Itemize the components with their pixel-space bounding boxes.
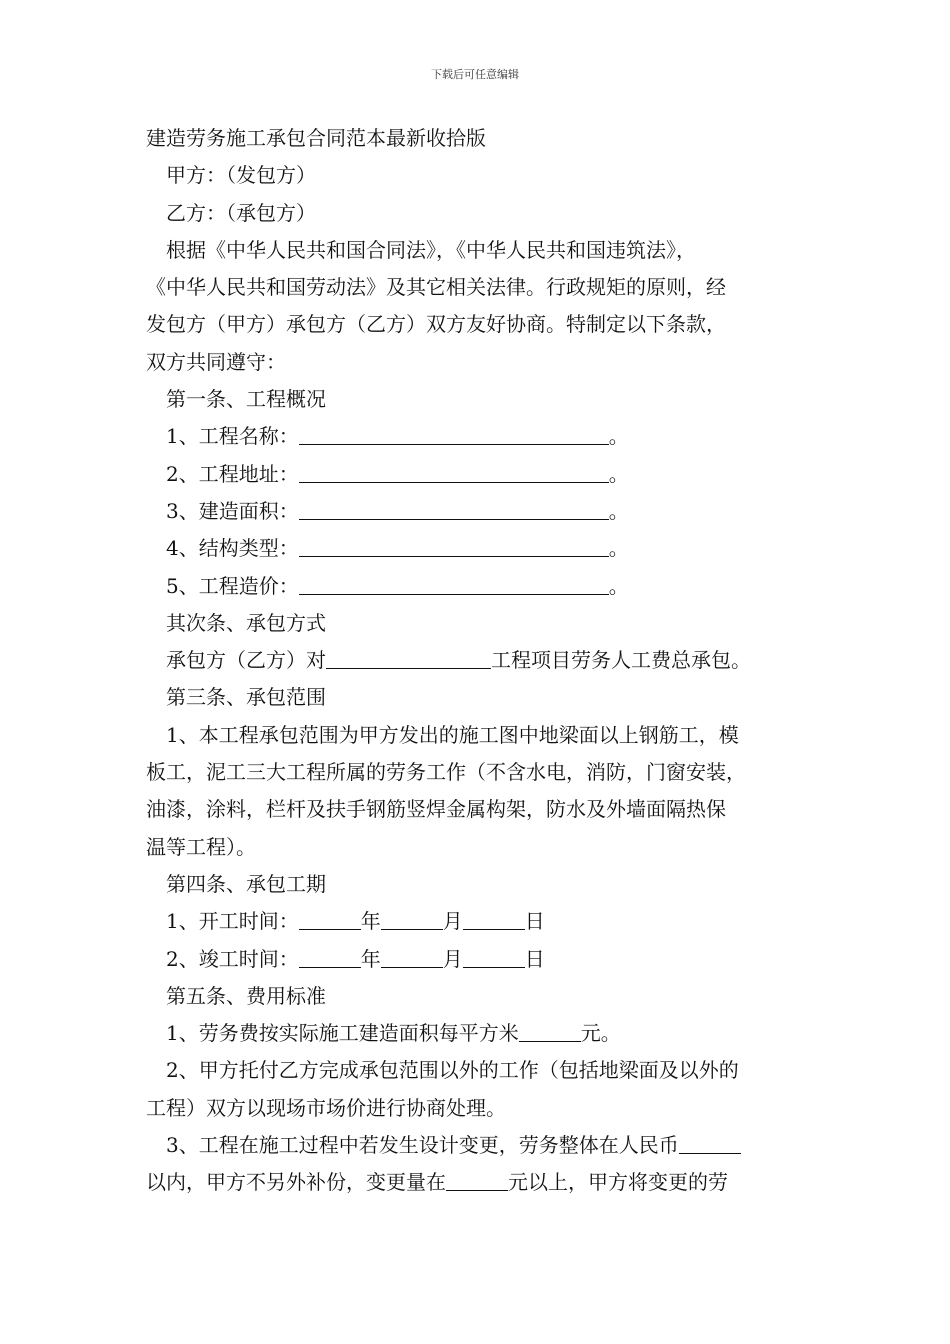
structure-type-blank[interactable] bbox=[299, 536, 609, 557]
field-label: 5、工程造价： bbox=[166, 573, 299, 598]
field-end: 。 bbox=[608, 536, 629, 561]
extra-work-line: 2、甲方托付乙方完成承包范围以外的工作（包括地梁面及以外的 bbox=[166, 1058, 739, 1083]
design-change-row bbox=[146, 1164, 808, 1201]
project-address-blank[interactable] bbox=[299, 462, 609, 483]
contract-mode-text: 承包方（乙方）对 bbox=[166, 648, 326, 673]
end-year-blank[interactable] bbox=[299, 947, 361, 968]
rmb-limit-blank[interactable] bbox=[679, 1133, 741, 1154]
document-title: 建造劳务施工承包合同范本最新收拾版 bbox=[146, 126, 486, 150]
project-name-blank[interactable] bbox=[299, 424, 609, 445]
project-item-blank[interactable] bbox=[326, 648, 491, 669]
day-label: 日 bbox=[524, 946, 545, 971]
contract-body bbox=[146, 120, 808, 1202]
design-change-text: 3、工程在施工过程中若发生设计变更，劳务整体在人民币 bbox=[166, 1133, 679, 1158]
field-label: 1、工程名称： bbox=[166, 424, 299, 449]
article-3-heading: 第三条、承包范围 bbox=[166, 685, 326, 710]
scope-line: 1、本工程承包范围为甲方发出的施工图中地梁面以上钢筋工，模 bbox=[166, 722, 739, 747]
design-change-text: 元以上，甲方将变更的劳 bbox=[508, 1170, 728, 1195]
header-note: 下载后可任意编辑 bbox=[431, 68, 519, 81]
field-end: 。 bbox=[608, 461, 629, 486]
preamble-line: 双方共同遵守： bbox=[146, 349, 286, 374]
field-label: 4、结构类型： bbox=[166, 536, 299, 561]
start-date-row bbox=[146, 903, 808, 940]
end-date-row bbox=[146, 941, 808, 978]
labor-fee-text: 1、劳务费按实际施工建造面积每平方米 bbox=[166, 1021, 519, 1046]
project-name-row bbox=[146, 418, 808, 455]
extra-work-line: 工程）双方以现场市场价进行协商处理。 bbox=[146, 1095, 506, 1120]
field-end: 。 bbox=[608, 573, 629, 598]
end-date-label: 2、竣工时间： bbox=[166, 946, 299, 971]
building-area-row bbox=[146, 493, 808, 530]
article-5-heading: 第五条、费用标准 bbox=[166, 983, 326, 1008]
change-amount-blank[interactable] bbox=[446, 1170, 508, 1191]
month-label: 月 bbox=[442, 946, 463, 971]
end-day-blank[interactable] bbox=[463, 947, 525, 968]
field-label: 2、工程地址： bbox=[166, 461, 299, 486]
labor-fee-row bbox=[146, 1015, 808, 1052]
start-date-label: 1、开工时间： bbox=[166, 909, 299, 934]
project-address-row bbox=[146, 456, 808, 493]
day-label: 日 bbox=[524, 909, 545, 934]
article-2-heading: 其次条、承包方式 bbox=[166, 610, 326, 635]
scope-line: 油漆，涂料，栏杆及扶手钢筋竖焊金属构架，防水及外墙面隔热保 bbox=[146, 797, 726, 822]
year-label: 年 bbox=[360, 946, 381, 971]
structure-type-row bbox=[146, 530, 808, 567]
project-cost-row bbox=[146, 568, 808, 605]
contract-mode-row bbox=[146, 642, 808, 679]
contract-mode-text: 工程项目劳务人工费总承包。 bbox=[491, 648, 751, 673]
start-year-blank[interactable] bbox=[299, 909, 361, 930]
month-label: 月 bbox=[442, 909, 463, 934]
labor-fee-text: 元。 bbox=[580, 1021, 621, 1046]
design-change-text: 以内，甲方不另外补份，变更量在 bbox=[146, 1170, 446, 1195]
party-b-line: 乙方：（承包方） bbox=[166, 200, 316, 225]
article-4-heading: 第四条、承包工期 bbox=[166, 871, 326, 896]
year-label: 年 bbox=[360, 909, 381, 934]
field-end: 。 bbox=[608, 424, 629, 449]
building-area-blank[interactable] bbox=[299, 499, 609, 520]
unit-price-blank[interactable] bbox=[519, 1021, 581, 1042]
field-end: 。 bbox=[608, 498, 629, 523]
preamble-line: 根据《中华人民共和国合同法》，《中华人民共和国违筑法》， bbox=[166, 237, 696, 262]
field-label: 3、建造面积： bbox=[166, 498, 299, 523]
party-a-line: 甲方：（发包方） bbox=[166, 163, 316, 188]
end-month-blank[interactable] bbox=[381, 947, 443, 968]
scope-line: 温等工程）。 bbox=[146, 834, 256, 859]
preamble-line: 发包方（甲方）承包方（乙方）双方友好协商。特制定以下条款， bbox=[146, 312, 726, 337]
preamble-line: 《中华人民共和国劳动法》及其它相关法律。行政规矩的原则，经 bbox=[146, 275, 726, 300]
start-month-blank[interactable] bbox=[381, 909, 443, 930]
design-change-row bbox=[146, 1127, 808, 1164]
start-day-blank[interactable] bbox=[463, 909, 525, 930]
scope-line: 板工，泥工三大工程所属的劳务工作（不含水电，消防，门窗安装， bbox=[146, 760, 746, 785]
project-cost-blank[interactable] bbox=[299, 574, 609, 595]
article-1-heading: 第一条、工程概况 bbox=[166, 387, 326, 412]
